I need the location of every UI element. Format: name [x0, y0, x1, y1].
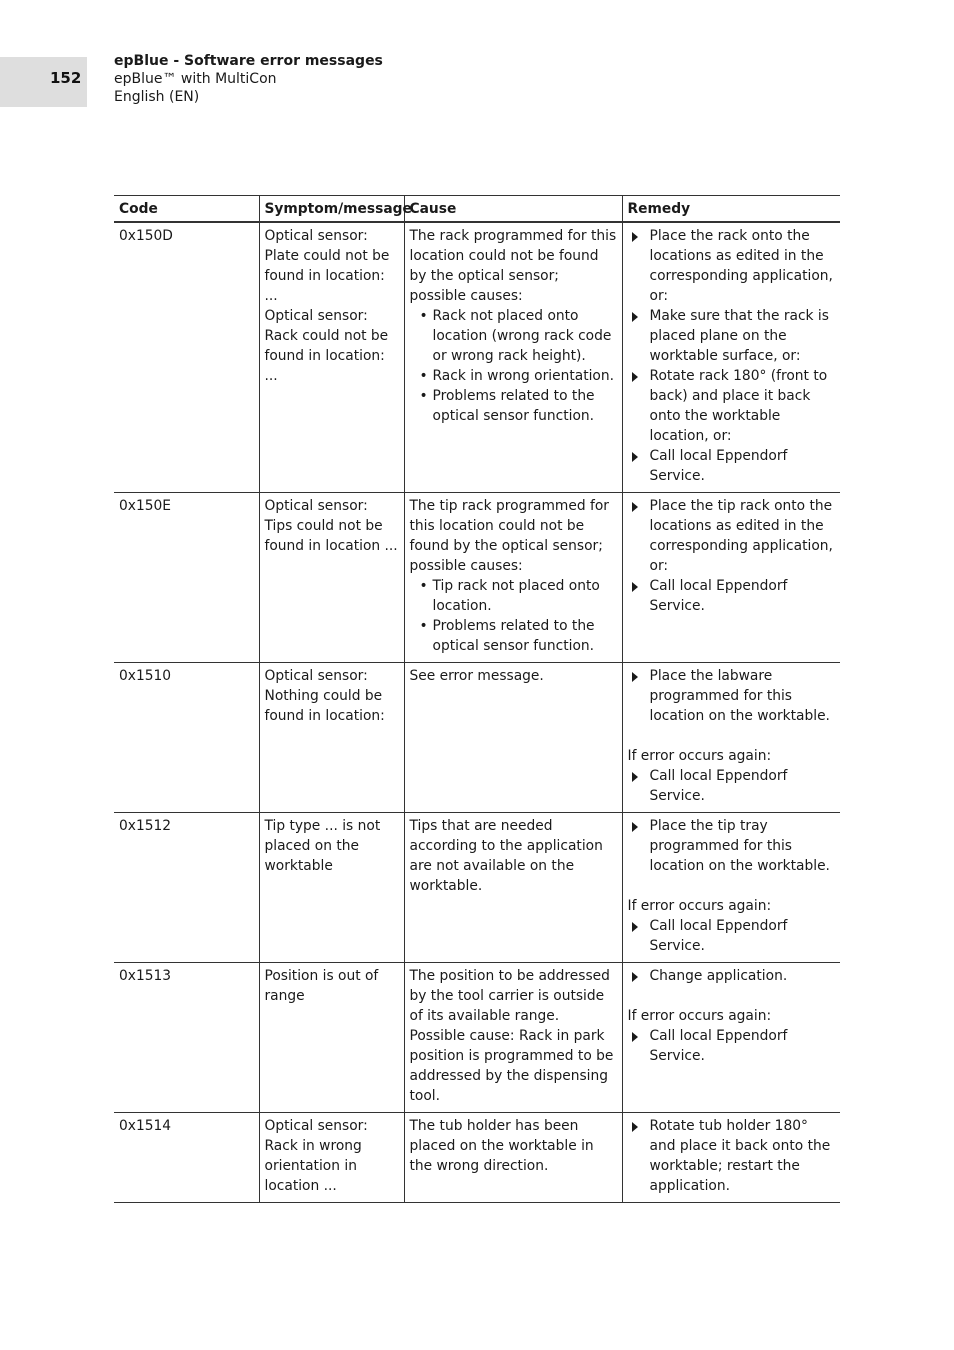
symptom-line: Optical sensor: — [264, 1118, 368, 1134]
page-number-tab — [0, 57, 87, 107]
symptom-line: Rack in wrong orientation in location ... — [264, 1138, 362, 1194]
page-number: 152 — [50, 69, 82, 87]
symptom-line: Rack could not be found in location: ... — [264, 328, 389, 384]
remedy-cell — [622, 963, 840, 1113]
code-cell: 0x1510 — [114, 663, 259, 813]
symptom-line: Position is out of range — [264, 968, 379, 1004]
cause-text: The position to be addressed by the tool carrier is outside of its available range. — [409, 968, 610, 1024]
triangle-right-icon — [632, 822, 638, 832]
remedy-step: Change application. — [628, 966, 836, 986]
code-cell: 0x150E — [114, 493, 259, 663]
symptom-cell — [259, 1113, 404, 1203]
error-messages-table — [114, 195, 840, 1203]
remedy-list — [628, 496, 836, 616]
code-cell: 0x150D — [114, 222, 259, 493]
cause-cell — [404, 813, 622, 963]
triangle-right-icon — [632, 372, 638, 382]
cause-cell — [404, 663, 622, 813]
cause-text: The tub holder has been placed on the worktable in the wrong direction. — [409, 1118, 594, 1174]
remedy-step: Call local Eppendorf Service. — [628, 766, 836, 806]
remedy-cell — [622, 222, 840, 493]
symptom-cell — [259, 493, 404, 663]
bullet-icon: • — [419, 388, 428, 404]
remedy-again-label: If error occurs again: — [627, 748, 772, 764]
triangle-right-icon — [632, 452, 638, 462]
cause-item: • Rack not placed onto location (wrong rack code or wrong rack height). — [419, 308, 612, 364]
cause-text: See error message. — [409, 668, 544, 684]
triangle-right-icon — [632, 972, 638, 982]
code-cell: 0x1513 — [114, 963, 259, 1113]
table-row — [114, 963, 840, 1113]
remedy-again-list — [628, 1026, 836, 1066]
triangle-right-icon — [632, 922, 638, 932]
cause-item: • Problems related to the optical sensor function. — [419, 618, 595, 654]
remedy-step: Call local Eppendorf Service. — [628, 916, 836, 956]
remedy-step: Rotate rack 180° (front to back) and place it back onto the worktable location, or: — [628, 366, 836, 446]
symptom-line: Tips could not be found in location ... — [264, 518, 398, 554]
header-code: Code — [114, 196, 259, 223]
remedy-again-list — [628, 916, 836, 956]
remedy-step: Place the tip tray programmed for this location on the worktable. — [628, 816, 836, 876]
remedy-again-label: If error occurs again: — [627, 898, 772, 914]
bullet-icon: • — [419, 578, 428, 594]
cause-item: • Rack in wrong orientation. — [419, 368, 615, 384]
triangle-right-icon — [632, 1122, 638, 1132]
cause-list — [410, 576, 617, 656]
remedy-cell — [622, 813, 840, 963]
table-row — [114, 1113, 840, 1203]
table-row — [114, 493, 840, 663]
cause-list — [410, 306, 617, 426]
remedy-step: Call local Eppendorf Service. — [628, 446, 836, 486]
triangle-right-icon — [632, 672, 638, 682]
page-header — [114, 52, 383, 106]
cause-item: • Problems related to the optical sensor function. — [419, 388, 595, 424]
bullet-icon: • — [419, 308, 428, 324]
remedy-list — [628, 966, 836, 986]
triangle-right-icon — [632, 502, 638, 512]
triangle-right-icon — [632, 582, 638, 592]
header-language: English (EN) — [114, 89, 200, 105]
table-row — [114, 222, 840, 493]
cause-cell — [404, 1113, 622, 1203]
symptom-line: Optical sensor: — [264, 668, 368, 684]
remedy-step: Call local Eppendorf Service. — [628, 1026, 836, 1066]
triangle-right-icon — [632, 772, 638, 782]
remedy-cell — [622, 1113, 840, 1203]
remedy-cell — [622, 493, 840, 663]
cause-text: The tip rack programmed for this location could not be found by the optical sensor; possible causes: — [409, 498, 609, 574]
bullet-icon: • — [419, 368, 428, 384]
remedy-list — [628, 1116, 836, 1196]
header-product: epBlue™ with MultiCon — [114, 71, 277, 87]
symptom-cell — [259, 963, 404, 1113]
remedy-step: Make sure that the rack is placed plane on the worktable surface, or: — [628, 306, 836, 366]
header-title: epBlue - Software error messages — [114, 53, 383, 69]
remedy-step: Place the rack onto the locations as edited in the corresponding application, or: — [628, 226, 836, 306]
header-cause: Cause — [404, 196, 622, 223]
code-cell: 0x1514 — [114, 1113, 259, 1203]
remedy-again-list — [628, 766, 836, 806]
cause-cell — [404, 963, 622, 1113]
header-symptom: Symptom/message — [259, 196, 404, 223]
remedy-list — [628, 226, 836, 486]
cause-cell — [404, 222, 622, 493]
symptom-cell — [259, 663, 404, 813]
cause-text: The rack programmed for this location could not be found by the optical sensor; possible causes: — [409, 228, 617, 304]
symptom-cell — [259, 813, 404, 963]
remedy-step: Rotate tub holder 180° and place it back onto the worktable; restart the application. — [628, 1116, 836, 1196]
triangle-right-icon — [632, 1032, 638, 1042]
symptom-line: Plate could not be found in location: ... — [264, 248, 390, 304]
remedy-list — [628, 816, 836, 876]
cause-text: Tips that are needed according to the application are not available on the worktable. — [409, 818, 603, 894]
cause-extra: Possible cause: Rack in park position is programmed to be addressed by the dispensing tool. — [409, 1028, 614, 1104]
symptom-line: Optical sensor: — [264, 498, 368, 514]
remedy-cell — [622, 663, 840, 813]
remedy-step: Call local Eppendorf Service. — [628, 576, 836, 616]
bullet-icon: • — [419, 618, 428, 634]
remedy-again-label: If error occurs again: — [627, 1008, 772, 1024]
symptom-line: Nothing could be found in location: — [264, 688, 385, 724]
symptom-cell — [259, 222, 404, 493]
cause-item: • Tip rack not placed onto location. — [419, 578, 600, 614]
symptom-line: Optical sensor: — [264, 228, 368, 244]
remedy-list — [628, 666, 836, 726]
table-row — [114, 663, 840, 813]
cause-cell — [404, 493, 622, 663]
symptom-line: Tip type ... is not placed on the worktable — [264, 818, 381, 874]
remedy-step: Place the labware programmed for this location on the worktable. — [628, 666, 836, 726]
symptom-line: Optical sensor: — [264, 308, 368, 324]
code-cell: 0x1512 — [114, 813, 259, 963]
table-header-row — [114, 196, 840, 223]
triangle-right-icon — [632, 232, 638, 242]
triangle-right-icon — [632, 312, 638, 322]
table-row — [114, 813, 840, 963]
remedy-step: Place the tip rack onto the locations as edited in the corresponding application, or: — [628, 496, 836, 576]
header-remedy: Remedy — [622, 196, 840, 223]
